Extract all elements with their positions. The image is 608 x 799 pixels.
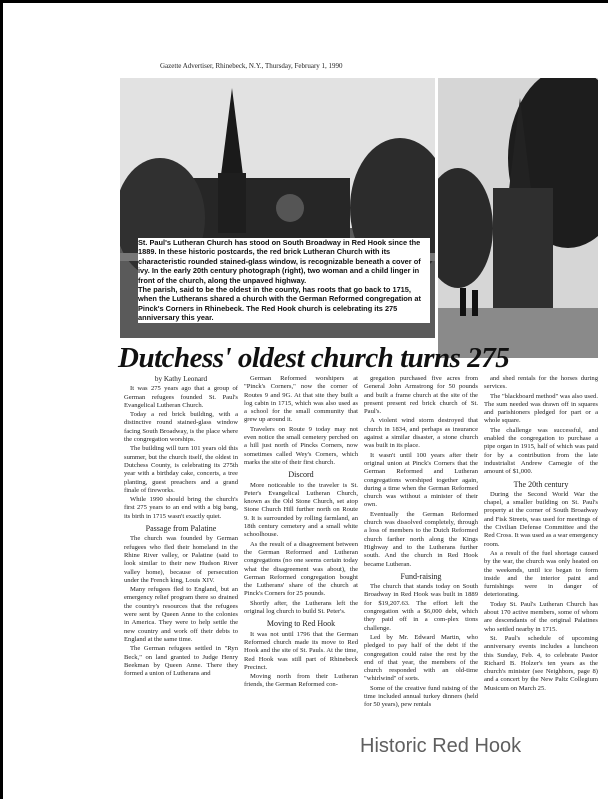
subheading: Discord (288, 470, 314, 480)
subheading: Moving to Red Hook (266, 619, 336, 629)
paragraph: As a result of the fuel shortage caused by the war, the church was only heated on the weekends, until ice began to form inside and the interior paint and furnishings were in danger of deteriorating. (484, 549, 598, 599)
paragraph: The German refugees settled in "Ryn Beck," on land granted to Judge Henry Beekman by Queen Anne. There they formed a union of Lutherans and (124, 645, 238, 678)
paragraph: The church that stands today on South Broadway in Red Hook was built in 1889 for $19,207.63. The effort left the congregation with a $6,000 debt, which they paid off in a com-plex tions challenge. (364, 583, 478, 632)
paragraph: It was not until 1796 that the German Reformed church made its move to Red Hook and the site of St. Pauls. At the time, Red Hook was still part of Rhinebeck Precinct. (244, 630, 358, 671)
paragraph: gregation purchased five acres from General John Armstrong for 50 pounds and built a frame church at the site of the present present red brick church of St. Paul's. (364, 375, 478, 416)
paragraph: Today a red brick building, with a distinctive round stained-glass window facing South Broadway, is the place where the congregation worships. (124, 411, 238, 444)
scan-border-left (0, 0, 3, 799)
article-column-4 (484, 375, 598, 694)
subheading: The 20th century (513, 479, 569, 489)
paragraph: German Reformed worshipers at "Pinck's Corners," now the corner of Routes 9 and 9G. At that site they built a log cabin in 1715, which was also used as a school for the small community that grew up around it. (244, 375, 358, 424)
paragraph: Some of the creative fund raising of the time included annual turkey dinners (held for 50 years), pew rentals (364, 684, 478, 709)
byline: by Kathy Leonard (154, 375, 208, 383)
paragraph: and shed rentals for the horses during services. (484, 375, 598, 391)
paragraph: The challenge was successful, and enabled the congregation to purchase a pipe organ in 1915, half of which was paid for by a contribution from the late industrialist Andrew Carnegie of the amount of $1,000. (484, 426, 598, 476)
church-early-photo (438, 78, 598, 358)
caption-paragraph: The parish, said to be the oldest in the county, has roots that go back to 1715, when the Lutherans shared a church with the German Reformed congregation at Pinck's Corners in Rhinebeck. The Red Hook church is celebrating its 275 anniversary this year. (138, 285, 421, 323)
watermark-text: Historic Red Hook (360, 735, 522, 757)
paragraph: Shortly after, the Lutherans left the original log church to build St. Peter's. (244, 599, 358, 616)
paragraph: Led by Mr. Edward Martin, who pledged to pay half of the debt if the congregation could raise the rest by the end of that year, the members of the church responded with an old-time "whirlwind" of sorts. (364, 633, 478, 683)
paragraph: The building will turn 101 years old this summer, but the church itself, the oldest in Dutchess County, is celebrating its 275th year with a birthday cake, concerts, a tree planting, guest preachers and a grand finale of fireworks. (124, 445, 238, 494)
paragraph: It wasn't until 100 years after their original union at Pinck's Corners that the German Reformed and Lutheran congregations worshiped together again, during a time when the German Reformed church was without a minister of their own. (364, 451, 478, 509)
photo-caption (138, 238, 430, 323)
paragraph: As the result of a disagreement between the German Reformed and Lutheran congregations (no one seems certain today what the disagreement was about), the German Reformed congregation bought the Lutherans' share of the church at Pinck's Corners for 25 pounds. (244, 540, 358, 598)
subheading: Passage from Palatine (145, 524, 217, 534)
paragraph: During the Second World War the chapel, a smaller building on St. Paul's property at the corner of South Broadway and Fisk Streets, was used for meetings of the Civilian Defense Committee and the Red Cross. It was used as a war emergency room. (484, 490, 598, 548)
church-photo-illustration (438, 78, 598, 358)
paragraph: More noticeable to the traveler is St. Peter's Evangelical Lutheran Church, known as the Old Stone Church, set atop Stone Church Hill further north on Route 9. It is surrounded by rolling farmland, an 18th century cemetery and a small white schoolhouse. (244, 481, 358, 539)
paragraph: While 1990 should bring the church's first 275 years to an end with a big bang, its birth in 1715 wasn't exactly quiet. (124, 496, 238, 520)
newspaper-header: Gazette Advertiser, Rhinebeck, N.Y., Thursday, February 1, 1990 (160, 62, 343, 70)
caption-paragraph: St. Paul's Lutheran Church has stood on South Broadway in Red Hook since the 1889. In these historic postcards, the red brick Lutheran Church with its characteristic rounded stained-glass window, is recognizable beneath a cover of ivy. In the early 20th century photograph (right), two woman and a child linger in front of the church, along the unpaved highway. (138, 238, 421, 285)
article-column-2 (244, 375, 358, 691)
paragraph: Moving north from their Lutheran friends, the German Reformed con- (244, 673, 358, 689)
subheading: Fund-raising (400, 571, 442, 581)
scan-border-top (0, 0, 608, 3)
paragraph: Eventually the German Reformed church was dissolved completely, through a loss of members to the Dutch Reformed church farther north along the Kings Highway and to the Lutherans further south. And the church in Red Hook became Lutheran. (364, 510, 478, 568)
article-column-3 (364, 375, 478, 711)
paragraph: A violent wind storm destroyed that church in 1834, and perhaps as insurance against a similar disaster, a stone church was built in its place. (364, 417, 478, 450)
paragraph: Many refugees fled to England, but an emergency relief program there so drained the country's resources that the refugees were sent by Queen Anne to the colonies in America. They were to help settle the new country and work off their debts to England at the same time. (124, 586, 238, 643)
paragraph: Today St. Paul's Lutheran Church has about 170 active members, some of whom are descendants of the original Palatines who settled nearby in 1715. (484, 600, 598, 633)
article-column-1 (124, 375, 238, 679)
paragraph: The "blackboard method" was also used. The sum needed was drawn off in squares and parishioners pledged for part or a whole square. (484, 392, 598, 425)
paragraph: Travelers on Route 9 today may not even notice the small cemetery perched on a hill just north of Pincks Corners, now sometimes called Wey's Corners, which marks the site of their first church. (244, 425, 358, 466)
article-headline: Dutchess' oldest church turns 275 (118, 342, 510, 374)
paragraph: It was 275 years ago that a group of German refugees founded St. Paul's Evangelical Lutheran Church. (124, 385, 238, 409)
paragraph: The church was founded by German refugees who fled their homeland in the Rhine River valley, or Palatine (said to look similar to their new Hudson River valley home), because of persecution under the French king, Louis XIV. (124, 535, 238, 584)
paragraph: St. Paul's schedule of upcoming anniversary events includes a luncheon this Sunday, Feb. 4, to celebrate Pastor Richard B. Holzer's ten years as the church's minister (see Neighbors, page 8) and a concert by the New Paltz Collegium Musicum on March 25. (484, 634, 598, 692)
